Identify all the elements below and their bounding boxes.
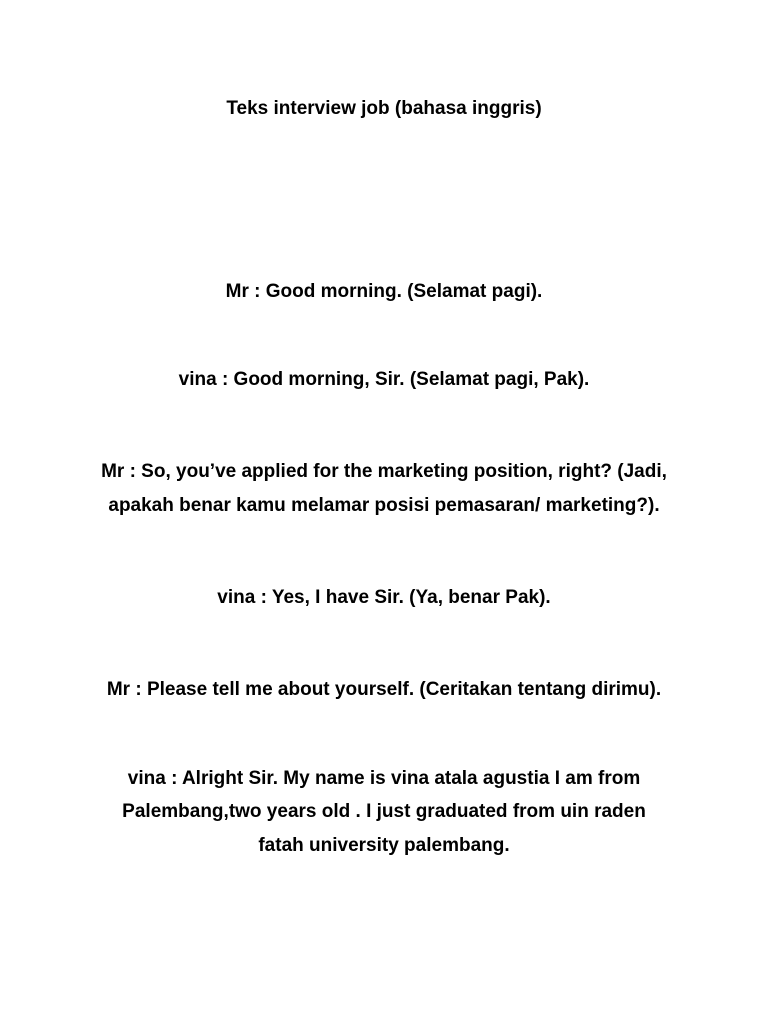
dialogue-line: Palembang,two years old . I just graduated from uin raden <box>122 801 646 822</box>
dialogue-line: Mr : Please tell me about yourself. (Ceritakan tentang dirimu). <box>106 679 662 700</box>
document-title: Teks interview job (bahasa inggris) <box>226 98 542 119</box>
dialogue-line: vina : Yes, I have Sir. (Ya, benar Pak). <box>217 587 551 608</box>
dialogue-line: Mr : So, you’ve applied for the marketing position, right? (Jadi, <box>101 461 667 482</box>
dialogue-line: fatah university palembang. <box>258 835 510 856</box>
dialogue-line: Mr : Good morning. (Selamat pagi). <box>225 281 543 302</box>
dialogue-line: vina : Good morning, Sir. (Selamat pagi, Pak). <box>178 369 590 390</box>
dialogue-line: apakah benar kamu melamar posisi pemasaran/ marketing?). <box>108 495 660 516</box>
dialogue-line: vina : Alright Sir. My name is vina atala agustia I am from <box>127 768 641 789</box>
